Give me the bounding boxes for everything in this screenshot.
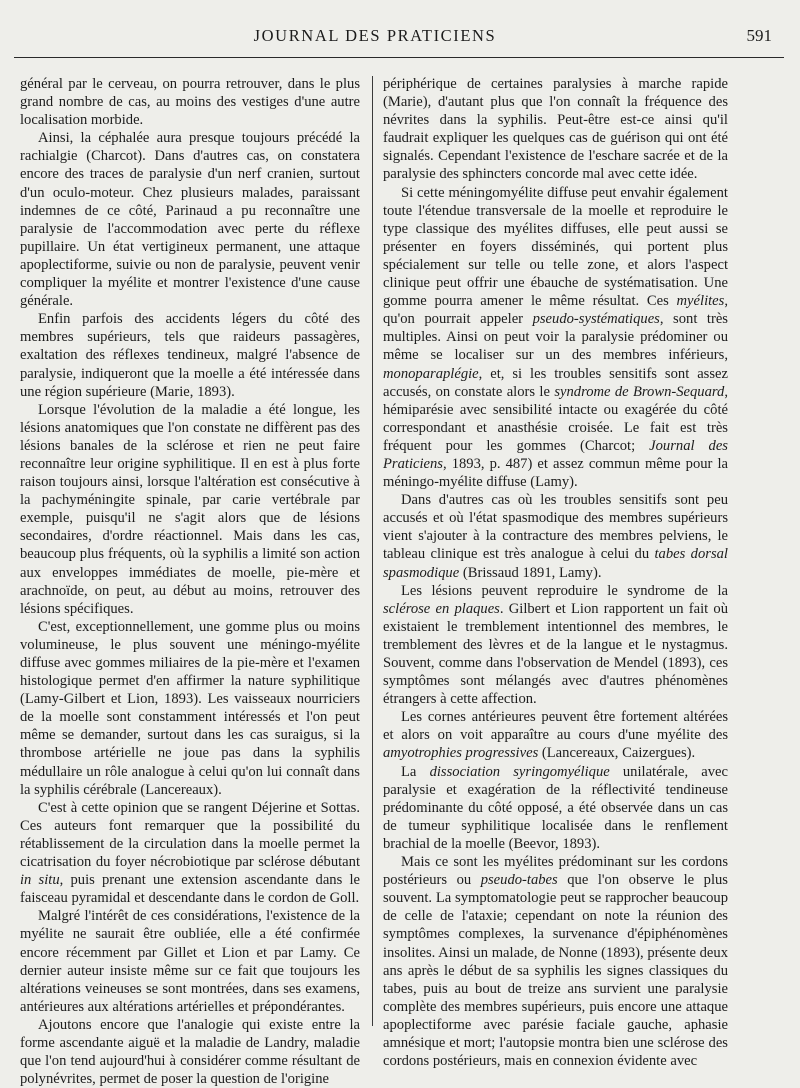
italic-term: Journal des Praticiens [383, 437, 728, 472]
text-run: Si cette méningomyélite diffuse peut envahir également toute l'étendue transversale de la moelle et reproduire le type classique des myélites diffuses, elle peut aussi se présenter en foyers disséminés, qui portent plus spécialement sur telle ou telle zone, et alors l'aspect clinique peut offrir une ébauche de systématisation. Une gomme pourra amener le même résultat. Ces [383, 184, 728, 310]
paragraph [20, 799, 360, 908]
text-run: C'est, exceptionnellement, une gomme plus ou moins volumineuse, le plus souvent une méningo-myélite diffuse avec gommes miliaires de la pie-mère et l'examen histologique permet d'en affirmer la nature syphilitique (Lamy-Gilbert et Lion, 1893). Les vaisseaux nourriciers de la moelle sont constamment intéressés et l'on peut même se demander, surtout dans les cas suraigus, si la thrombose artérielle ne joue pas dans la syphilis médullaire un rôle analogue à celui qu'on lui connaît dans la syphilis cérébrale (Lancereaux). [20, 618, 360, 798]
italic-term: tabes dorsal spasmodique [383, 546, 728, 581]
text-run: Les cornes antérieures peuvent être fortement altérées et alors on voit apparaître au cours d'une myélite des [383, 709, 728, 744]
right-column [383, 75, 728, 1070]
text-run: . Gilbert et Lion rapportent un fait où existaient le tremblement intentionnel des membres, le tremblement des lèvres et de la langue et le nystagmus. Souvent, comme dans l'observation de Mendel (1893), ces symptômes sont mélangés avec d'autres phénomènes étrangers à cette affection. [383, 600, 729, 708]
text-run: Mais ce sont les myélites prédominant sur les cordons postérieurs ou [383, 854, 728, 889]
paragraph [383, 853, 728, 1070]
paragraph [20, 129, 360, 310]
paragraph [383, 708, 728, 762]
running-title: JOURNAL DES PRATICIENS [253, 26, 497, 45]
text-run: Ajoutons encore que l'analogie qui existe entre la forme ascendante aiguë et la maladie de Landry, maladie que l'on tend aujourd'hui à considérer comme résultant de polynévrites, permet de poser la question de l'origine [20, 1016, 360, 1088]
paragraph [20, 618, 360, 799]
text-run: Ainsi, la céphalée aura presque toujours précédé la rachialgie (Charcot). Dans d'autres cas, on constatera encore des traces de paralysie d'un nerf cranien, surtout d'un oculo-moteur. Chez plusieurs malades, paraissant indemnes de ce côté, Parinaud a pu reconnaître une paralysie de l'accommodation avec perte du réflexe pupillaire. Un état vertigineux permanent, une attaque apoplectiforme, suivie ou non de paralysie, peuvent venir compliquer la myélite et montrer l'existence d'une cause générale. [20, 130, 360, 310]
column-divider [372, 76, 373, 1026]
paragraph [383, 491, 728, 581]
text-run: , puis prenant une extension ascendante dans le faisceau pyramidal et descendante dans le cordon de Goll. [20, 872, 360, 907]
text-run: (Lancereaux, Caizergues). [538, 745, 696, 762]
text-run: , hémiparésie avec sensibilité intacte ou exagérée du côté correspondant et anasthésie croisée. Le fait est très fréquent pour les gommes (Charcot; [383, 383, 728, 454]
text-run: La [401, 763, 430, 780]
text-run: Enfin parfois des accidents légers du côté des membres supérieurs, tels que raideurs passagères, exaltation des réflexes tendineux, malgré l'absence de paralysie, indiqueront que la moelle a été intéressée dans une région supérieure (Marie, 1893). [20, 311, 360, 400]
page-number: 591 [746, 26, 772, 45]
text-run: Lorsque l'évolution de la maladie a été longue, les lésions anatomiques que l'on constate ne diffèrent pas des lésions banales de la sclérose et rien ne peut faire reconnaître leur origine syphilitique. Il en est à plus forte raison toujours ainsi, lorsque l'altération est consécutive à la pachyméningite spinale, par carie vertébrale par exemple, puisqu'il ne s'agit alors que de lésions secondaires, d'ordre réactionnel. Mais dans les cas, beaucoup plus fréquents, où la syphilis a limité son action aux enveloppes immédiates de moelle, pie-mère et arachnoïde, on peut, au début au moins, retrouver des lésions spécifiques. [20, 401, 360, 617]
paragraph [20, 401, 360, 618]
paragraph [383, 75, 728, 184]
paragraph [20, 75, 360, 129]
text-run: , sont très multiples. Ainsi on peut voir la paralysie prédominer ou même se localiser sur un des membres inférieurs, [383, 311, 728, 364]
text-run: Les lésions peuvent reproduire le syndrome de la [401, 582, 728, 599]
paragraph [383, 184, 728, 492]
left-column [20, 75, 360, 1088]
running-head [0, 26, 800, 54]
italic-term: pseudo-tabes [480, 872, 558, 889]
header-rule [14, 57, 784, 58]
italic-term: myélites [676, 293, 725, 310]
text-run: , qu'on pourrait appeler [383, 293, 728, 328]
text-run: Dans d'autres cas où les troubles sensitifs sont peu accusés et où l'état spasmodique des membres supérieurs vient s'ajouter à la contracture des membres pelviens, le tableau clinique est très analogue à celui du [383, 492, 728, 563]
text-run: , et, si les troubles sensitifs sont assez accusés, on constate alors le [383, 365, 728, 400]
paragraph [20, 1016, 360, 1088]
italic-term: pseudo-systématiques [532, 311, 660, 328]
text-run: C'est à cette opinion que se rangent Déjerine et Sottas. Ces auteurs font remarquer que la possibilité du rétablissement de la circulation dans la moelle permet la cicatrisation du foyer nécrobiotique par sclérose débutant [20, 799, 360, 871]
paragraph [383, 582, 728, 709]
italic-term: amyotrophies progressives [383, 745, 539, 762]
text-run: Malgré l'intérêt de ces considérations, l'existence de la myélite ne saurait être oubliée, elle a été confirmée encore récemment par Gillet et Lion et par Lamy. Ce dernier auteur insiste même sur ce fait que toujours les altérations veineuses se sont montrées, dans ses examens, antérieures aux altérations artérielles et prépondérantes. [20, 908, 360, 1015]
text-run: que l'on observe le plus souvent. La symptomatologie peut se rapprocher beaucoup de celle de l'ataxie; cependant on note la réunion des symptômes complexes, la survenance d'épiphénomènes insolites. Ainsi un malade, de Nonne (1893), présente deux ans après le début de sa syphilis les signes classiques du tabes, puis au bout de treize ans survient une paralysie complète des membres supérieurs, puis encore une attaque apoplectiforme avec parésie faciale gauche, aphasie amnésique et mort; l'autopsie montra bien une sclérose des cordons postérieurs, mais en connexion évidente avec [383, 872, 728, 1070]
italic-term: in situ [20, 872, 60, 889]
paragraph [20, 310, 360, 400]
paragraph [383, 763, 728, 853]
text-run: périphérique de certaines paralysies à marche rapide (Marie), d'autant plus que l'on connaît la fréquence des névrites dans la syphilis. Peut-être est-ce ainsi qu'il faudrait expliquer les quelques cas de guérison qui ont été signalés. Cependant l'existence de l'eschare sacrée et de la paralysie des sphincters concorde mal avec cette idée. [383, 76, 728, 183]
italic-term: syndrome de Brown-Sequard [554, 383, 725, 400]
text-run: général par le cerveau, on pourra retrouver, dans le plus grand nombre de cas, au moins des vestiges d'une autre localisation morbide. [20, 76, 360, 129]
text-run: , 1893, p. 487) et assez commun même pour la méningo-myélite diffuse (Lamy). [383, 455, 728, 491]
italic-term: dissociation syringomyélique [429, 763, 610, 780]
text-run: unilatérale, avec paralysie et exagération de la réflectivité tendineuse prédominante du côté opposé, a été observée dans un cas de tumeur syphilitique localisée dans le renflement brachial de la moelle (Beevor, 1893). [383, 763, 728, 852]
paragraph [20, 907, 360, 1016]
italic-term: sclérose en plaques [383, 600, 500, 617]
text-run: (Brissaud 1891, Lamy). [459, 564, 602, 581]
italic-term: monoparaplégie [383, 365, 479, 382]
